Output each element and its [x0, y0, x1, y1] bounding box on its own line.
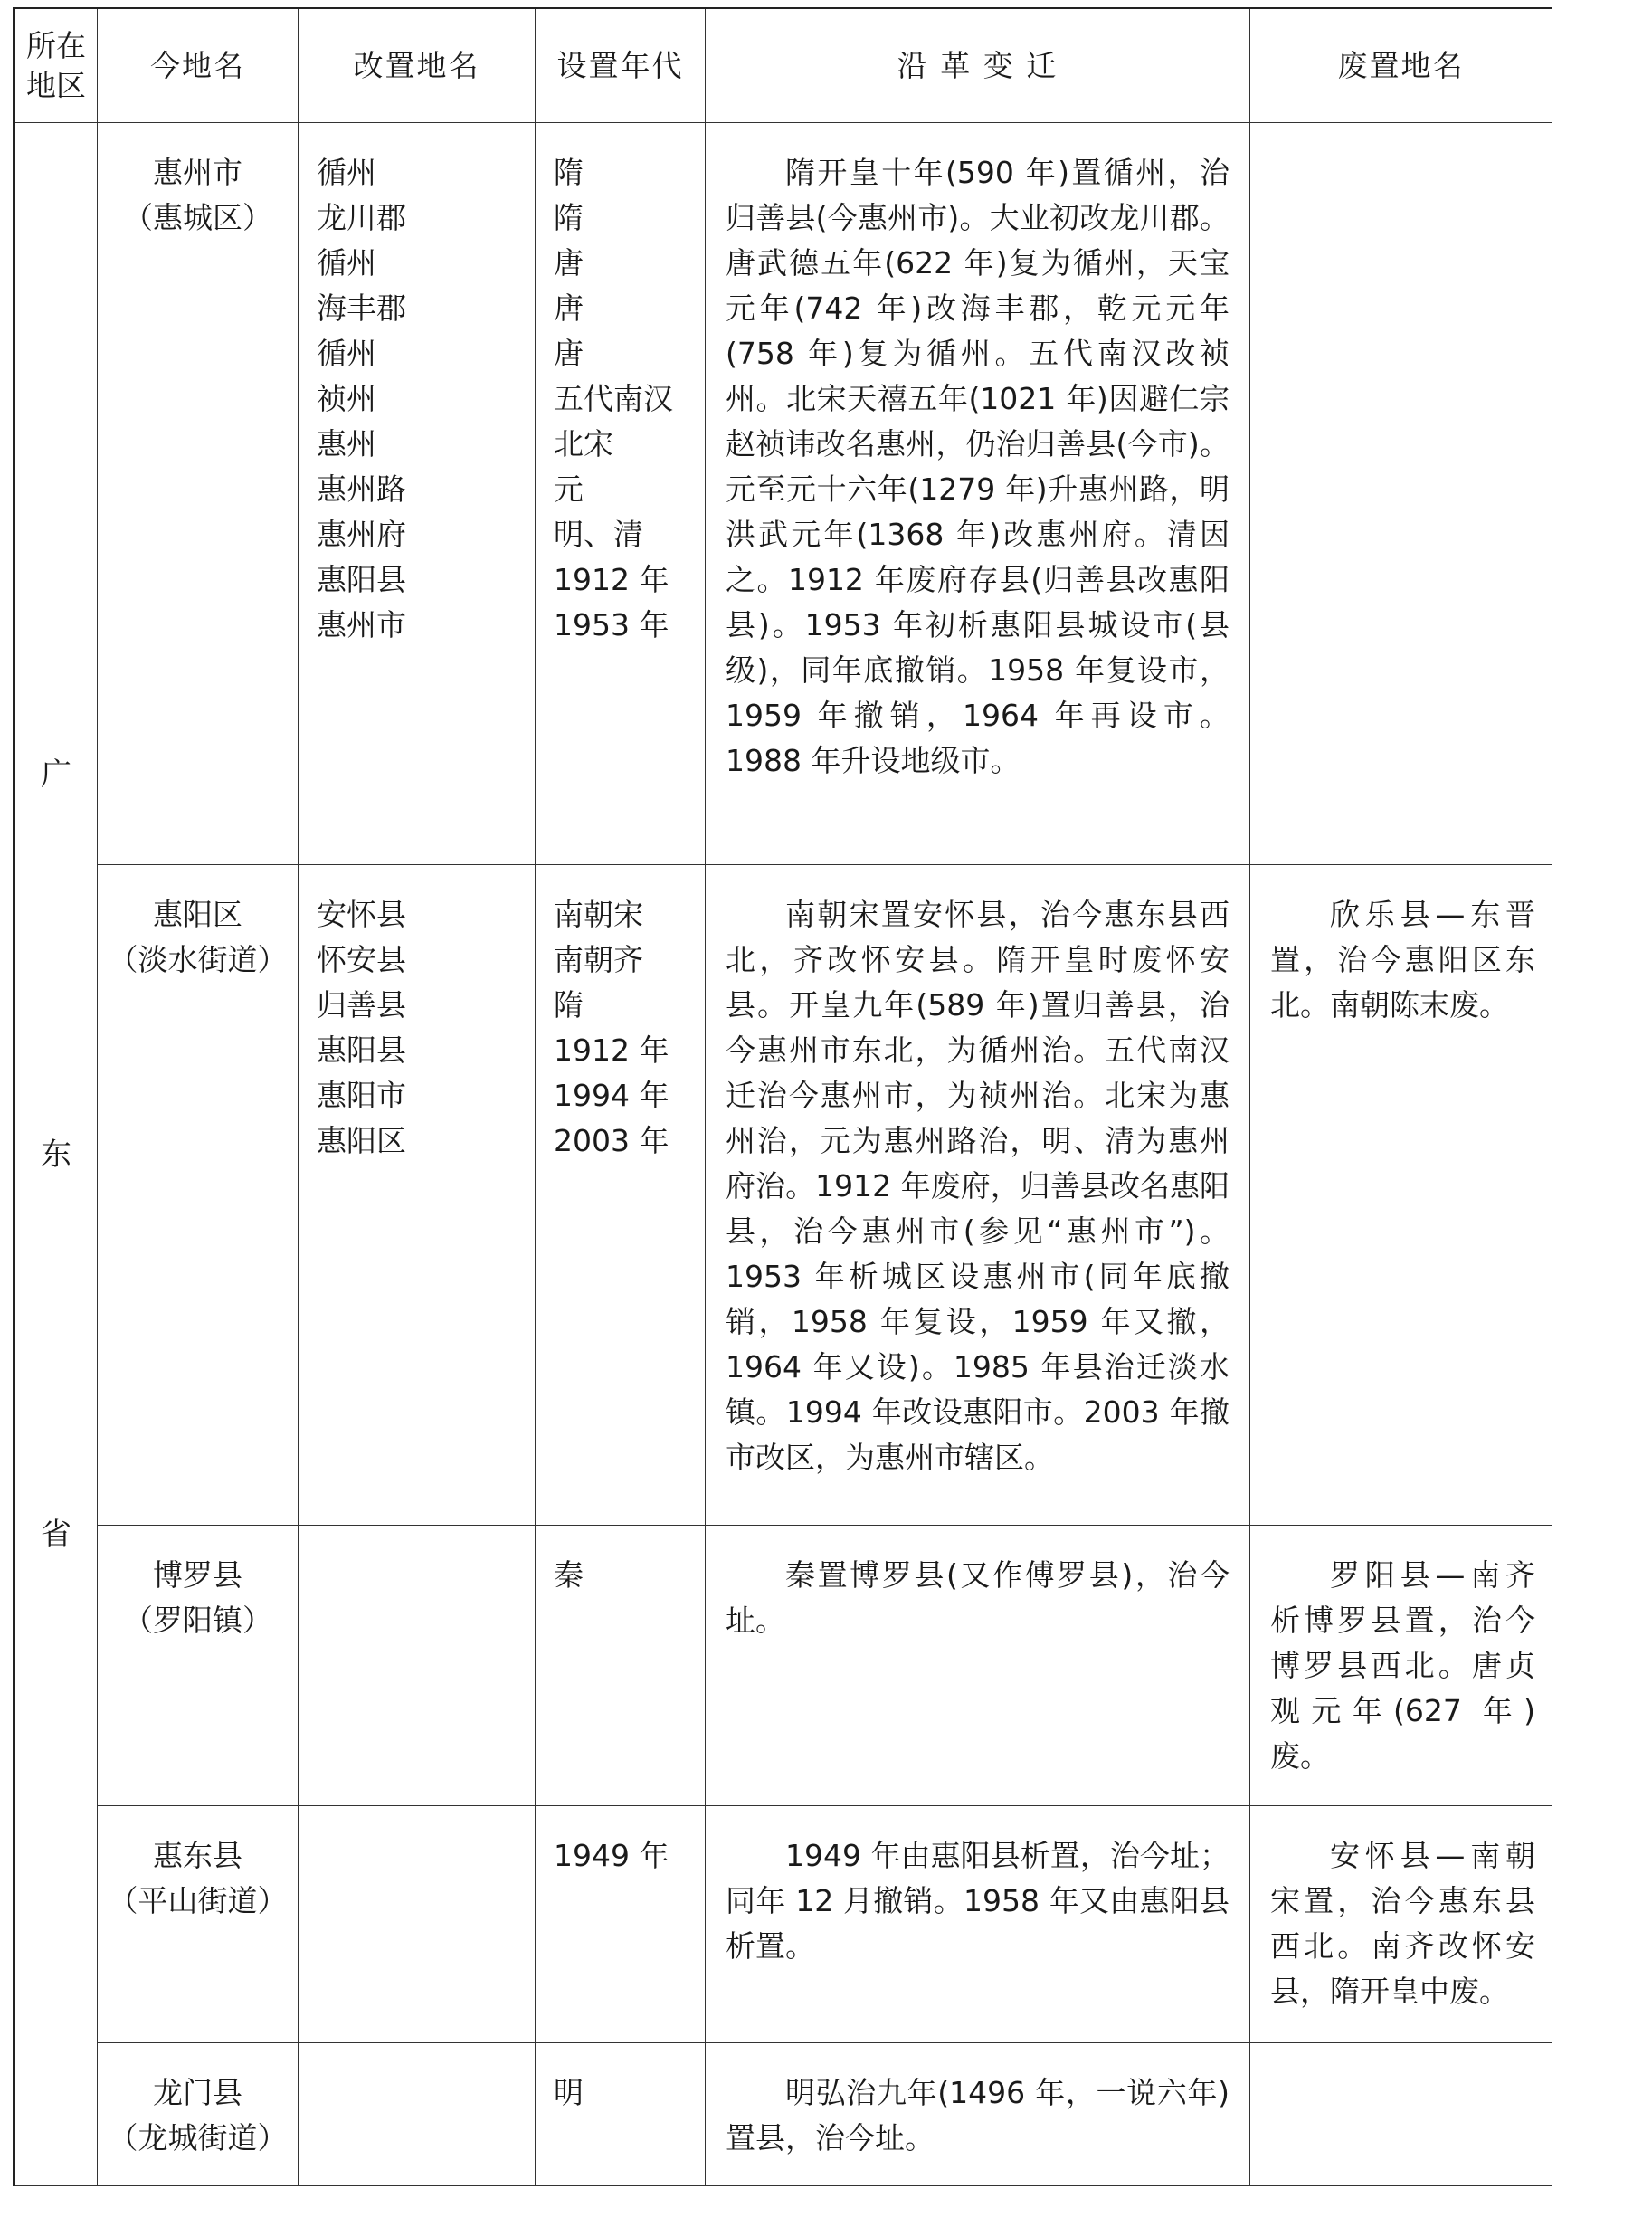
renamed-cell — [299, 2043, 536, 2186]
region-char: 广 — [41, 756, 71, 793]
modern-name: 惠东县 — [153, 1838, 242, 1873]
era-item: 隋 — [554, 200, 584, 235]
history-text: 隋开皇十年(590 年)置循州，治归善县(今惠州市)。大业初改龙川郡。唐武德五年(622 年)复为循州，天宝元年(742 年)改海丰郡，乾元元年(758 年)复为循州。五代南汉改祯州。北宋天禧五年(1021 年)因避仁宗赵祯讳改名惠州，仍治归善县(今市)。元至元十六年(1279 年)升惠州路，明洪武元年(1368 年)改惠州府。清因之。1912 年废府存县(归善县改惠阳县)。1953 年初析惠阳县城设市(县级)，同年底撤销。1958 年复设市，1959 年撤销，1964 年再设市。1988 年升设地级市。 — [726, 155, 1230, 778]
modern-name: 惠州市 — [153, 155, 242, 190]
renamed-item: 惠阳区 — [317, 1123, 406, 1158]
abolished-cell — [1250, 1806, 1552, 2043]
abolished-cell — [1250, 123, 1552, 865]
era-item: 明、清 — [554, 517, 643, 552]
era-item: 秦 — [554, 1557, 584, 1593]
region-cell — [14, 123, 98, 2186]
header-region: 所在地区 — [14, 8, 98, 123]
era-cell — [536, 123, 706, 865]
modern-seat: （罗阳镇） — [123, 1603, 272, 1638]
history-text: 南朝宋置安怀县，治今惠东县西北，齐改怀安县。隋开皇时废怀安县。开皇九年(589 年)置归善县，治今惠州市东北，为循州治。五代南汉迁治今惠州市，为祯州治。北宋为惠州治，元为惠州路治，明、清为惠州府治。1912 年废府，归善县改名惠阳县，治今惠州市(参见“惠州市”)。1953 年析城区设惠州市(同年底撤销，1958 年复设，1959 年又撤，1964 年又设)。1985 年县治迁淡水镇。1994 年改设惠阳市。2003 年撤市改区，为惠州市辖区。 — [726, 897, 1230, 1475]
header-abolished-name: 废置地名 — [1250, 8, 1552, 123]
header-history: 沿 革 变 迁 — [706, 8, 1250, 123]
era-item: 唐 — [554, 290, 584, 326]
era-cell — [536, 865, 706, 1526]
renamed-item: 循州 — [317, 245, 376, 281]
history-text: 明弘治九年(1496 年，一说六年)置县，治今址。 — [726, 2075, 1230, 2155]
renamed-item: 惠州 — [317, 426, 376, 461]
renamed-item: 惠阳县 — [317, 1032, 406, 1068]
era-item: 1994 年 — [554, 1078, 669, 1113]
renamed-item: 惠阳市 — [317, 1078, 406, 1113]
modern-name: 博罗县 — [153, 1557, 242, 1593]
modern-name-cell — [98, 123, 299, 865]
renamed-item: 祯州 — [317, 381, 376, 416]
renamed-item: 龙川郡 — [317, 200, 406, 235]
modern-seat: （龙城街道） — [108, 2120, 288, 2155]
history-cell — [706, 2043, 1250, 2186]
renamed-item: 海丰郡 — [317, 290, 406, 326]
renamed-item: 归善县 — [317, 987, 406, 1023]
gazetteer-table — [13, 7, 1552, 2186]
history-text: 秦置博罗县(又作傅罗县)，治今址。 — [726, 1557, 1230, 1638]
era-item: 五代南汉 — [554, 381, 673, 416]
era-item: 隋 — [554, 155, 584, 190]
abolished-text: 罗阳县—南齐析博罗县置，治今博罗县西北。唐贞观元年(627 年)废。 — [1270, 1557, 1535, 1774]
modern-name-cell — [98, 1806, 299, 2043]
renamed-item: 惠州府 — [317, 517, 406, 552]
modern-name: 惠阳区 — [153, 897, 242, 932]
renamed-item: 惠州市 — [317, 607, 406, 642]
era-cell — [536, 1526, 706, 1806]
region-char: 省 — [41, 1516, 71, 1553]
header-modern-name: 今地名 — [98, 8, 299, 123]
table-row — [14, 1526, 1552, 1806]
modern-seat: （惠城区） — [123, 200, 272, 235]
modern-name-cell — [98, 865, 299, 1526]
era-cell — [536, 2043, 706, 2186]
era-item: 唐 — [554, 336, 584, 371]
header-era: 设置年代 — [536, 8, 706, 123]
history-text: 1949 年由惠阳县析置，治今址；同年 12 月撤销。1958 年又由惠阳县析置。 — [726, 1838, 1230, 1964]
era-item: 元 — [554, 471, 584, 507]
table-row — [14, 123, 1552, 865]
renamed-cell — [299, 123, 536, 865]
renamed-item: 循州 — [317, 155, 376, 190]
renamed-item: 惠州路 — [317, 471, 406, 507]
era-item: 明 — [554, 2075, 584, 2110]
modern-seat: （平山街道） — [108, 1883, 288, 1918]
era-item: 1949 年 — [554, 1838, 669, 1873]
era-item: 南朝齐 — [554, 942, 643, 977]
era-item: 1953 年 — [554, 607, 669, 642]
modern-name: 龙门县 — [153, 2075, 242, 2110]
renamed-cell — [299, 865, 536, 1526]
table-row — [14, 2043, 1552, 2186]
era-item: 隋 — [554, 987, 584, 1023]
abolished-text: 安怀县—南朝宋置，治今惠东县西北。南齐改怀安县，隋开皇中废。 — [1270, 1838, 1535, 2009]
modern-name-cell — [98, 2043, 299, 2186]
era-item: 南朝宋 — [554, 897, 643, 932]
renamed-cell — [299, 1526, 536, 1806]
table-row — [14, 865, 1552, 1526]
era-cell — [536, 1806, 706, 2043]
abolished-cell — [1250, 2043, 1552, 2186]
modern-seat: （淡水街道） — [108, 942, 288, 977]
history-cell — [706, 1526, 1250, 1806]
header-renamed-name: 改置地名 — [299, 8, 536, 123]
era-item: 1912 年 — [554, 562, 669, 597]
abolished-cell — [1250, 1526, 1552, 1806]
era-item: 2003 年 — [554, 1123, 669, 1158]
header-row — [14, 8, 1552, 123]
renamed-cell — [299, 1806, 536, 2043]
era-item: 1912 年 — [554, 1032, 669, 1068]
era-item: 北宋 — [554, 426, 613, 461]
renamed-item: 安怀县 — [317, 897, 406, 932]
abolished-cell — [1250, 865, 1552, 1526]
modern-name-cell — [98, 1526, 299, 1806]
renamed-item: 怀安县 — [317, 942, 406, 977]
renamed-item: 循州 — [317, 336, 376, 371]
history-cell — [706, 123, 1250, 865]
abolished-text: 欣乐县—东晋置，治今惠阳区东北。南朝陈末废。 — [1270, 897, 1535, 1023]
history-cell — [706, 1806, 1250, 2043]
renamed-item: 惠阳县 — [317, 562, 406, 597]
region-char: 东 — [41, 1136, 71, 1173]
history-cell — [706, 865, 1250, 1526]
era-item: 唐 — [554, 245, 584, 281]
table-row — [14, 1806, 1552, 2043]
